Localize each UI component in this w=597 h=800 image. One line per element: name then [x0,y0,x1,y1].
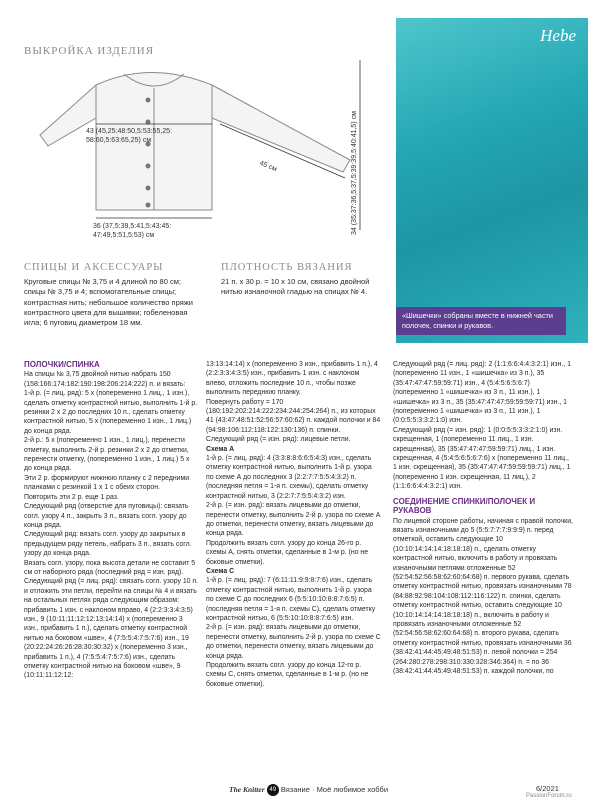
model-label: Hebe [540,26,576,45]
page-footer [0,780,597,800]
button-1 [146,98,151,103]
magazine-name: The Knitter [229,784,265,794]
paragraph: Повторить эти 2 р. еще 1 раз. [24,493,119,501]
schematic-area [0,0,390,255]
site-watermark: PassionForum.ru [526,793,572,799]
scheme-heading: Схема А [206,445,235,453]
paragraph: Следующий ряд (= лиц. ряд): связать согл. узору 10 п. и отложить эти петли, перейти на спицы № 4 и вязать на остальных петлях ряда следующим образом: прибавить 1 изн. с наклоном вправо, 4 (2:2:3:3:4:3:5) изн., 9 (10:11:11:12:12:13:14:14) х (попеременно 3 изн., прибавить 1 п.), сделать отметку контрастной нитью на боковом «шве», 4 (7:5:5:4:7:5:7:6) изн., 19 (20:22:24:26:26:28:30:30:32) х (попеременно 3 изн., прибавить 1 п.), 4 (7:5:5:4:7:5:7:6) изн., сделать отметку контрастной нитью на боковом «шве», 9 (10:11:11:12:12: [24,578,199,680]
paragraph: 1-й р. (= лиц. ряд): 7 (6:11:11:9:9:8:7:6) изн., сделать отметку контрастной нитью, выполнить 1-й р. узора по схеме С до последних 6 (5:5:10:10:8:8:7:6:5) п. (последняя петля = 1-я п. схемы С), сделать отметку контрастной нитью, 6 (5:5:10:10:8:8:7:6:5) изн. [206,577,376,622]
paragraph: Следующий ряд (= лиц. ряд): 2 (1:1:6:6:4:4:3:2:1) изн., 1 (попеременно 11 изн., 1 «шишечка» из 3 п.), 35 (35:47:47:47:59:59:71) изн., 4 (5:4:5:6:5:6:7) (попеременно 1 «шишечка» из 3 п., 11 изн.), 1 «шишечка» из 3 п., 35 (35:47:47:47:59:59:59:71) изн., 1 (попеременно 1 «шишечка» из 3 п., 11 изн.), 1 (0:0:5:5:3:3:2:1:0) изн. [393,361,571,425]
paragraph: 2-й р.: 5 х (попеременно 1 изн., 1 лиц.), перенести отметку, выполнить 2-й р. резинки 2 х 2 до отметки, перенести отметку, (попеременно 1 изн., 1 лиц.) 5 х до конца ряда. [24,437,190,473]
page-number: 49 [267,784,279,796]
paragraph: Продолжить вязать согл. узору до конца 26-го р. схемы А, снять отметки, сделанные в 1-м р. (но не боковые отметки). [206,539,369,566]
length-measurement: 34 (35:37:36,5:37,5:39:39,5:40:41,5) см [351,111,358,235]
gauge-section [221,262,391,298]
issue-number: 6/2021 [536,784,559,793]
paragraph: Повернуть работу = 170 (180:192:202:214:222:234:244:254:264) п., из которых 41 (43:47:48:51:52:56:57:60:62) п. каждой полочки и 84 (94:98:106:112:118:122:130:136) п. спинки. [206,398,381,434]
paragraph: 2-й р. (= изн. ряд): вязать лицевыми до отметки, перенести отметку, выполнить 2-й р. узора по схеме А до отметки, перенести отметку, вязать лицевыми до конца ряда. [206,502,381,538]
paragraph: Следующий ряд: вязать согл. узору до закрытых в предыдущем ряду петель, набрать 3 п., вязать согл. узору до конца ряда. [24,531,192,558]
gauge-text: 21 п. х 30 р. = 10 х 10 см, связано двойной нитью изнаночной гладью на спицах № 4. [221,277,370,297]
paragraph: По лицевой стороне работы, начиная с правой полочки, вязать изнаночными до 5 (5:5:7:7:7:9:9:9) п. перед отметкой, оставить следующие 10 (10:10:14:14:14:18:18:18) п., сделать отметку контрастной нитью, включить в работу и провязать изнаночными петлями отложенные 52 (52:54:52:56:58:62:60:64:68) п. первого рукава, сделать отметку контрастной нитью, провязать изнаночными 78 (84:88:92:98:104:108:112:116:122) п. спинки, сделать отметку контрастной нитью, оставить следующие 10 (10:10:14:14:14:18:18:18) п., включить в работу и провязать изнаночными отложенные 52 (52:54:56:58:62:60:64:68) п. второго рукава, сделать отметку контрастной нитью, провязать изнаночными 36 (38:42:41:44:45:49:48:51:53) п. левой полочки = 254 (264:280:278:298:310:330:328:346:364) п. = по 36 (38:42:41:44:45:49:48:51:53) п. каждой полочки, по [393,517,573,675]
button-4 [146,164,151,169]
paragraph: 1-й р. (= лиц. ряд): 4 (3:3:8:8:6:6:5:4:3) изн., сделать отметку контрастной нитью, выполнить 1-й р. узора по схеме А до последних 3 (2:2:7:7:5:5:4:3:2) п. (последняя петля = 1-я п. схемы), сделать отметку контрастной нитью, 3 (2:2:7:7:5:5:4:3:2) изн. [206,455,372,500]
paragraph: 13:13:14:14) х (попеременно 3 изн., прибавить 1 п.), 4 (2:2:3:3:4:3:5) изн., прибавить 1 изн. с наклоном влево, отложить последние 10 п., чтобы позже выполнить переднюю планку. [206,361,378,397]
section-heading: СОЕДИНЕНИЕ СПИНКИ/ПОЛОЧЕК И РУКАВОВ [393,496,536,516]
supplies-title: СПИЦЫ И АКСЕССУАРЫ [24,262,164,273]
paragraph: 1-й р. (= лиц. ряд): 5 х (попеременно 1 лиц., 1 изн.), сделать отметку контрастной нитью, выполнить 1-й р. резинки 2 х 2 до последних 10 п., сделать отметку контрастной нитью, 5 х (попеременно 1 изн., 1 лиц.) до конца ряда. [24,390,198,435]
magazine-tagline: Вязание · Моё любимое хобби [280,784,389,794]
paragraph: Следующий ряд (= изн. ряд): лицевые петли. [206,436,351,444]
chest-measurement: 43 (45,25:48:50,5:53:55,25: 58:60,5:63:65,25) см [86,128,173,144]
paragraph: Вязать согл. узору, пока высота детали не составит 5 см от наборного ряда (последний ряд = изн. ряд). [24,559,196,576]
paragraph: Следующий ряд (= изн. ряд): 1 (0:0:5:5:3:3:2:1:0) изн. скрещенная, 1 (попеременно 11 лиц., 1 изн. скрещенная), 35 (35:47:47:47:59:59:71) лиц., 1 изн. скрещенная, 4 (5:4:5:6:5:6:7:6) х (попеременно 11 лиц., 1 изн. скрещенная), 35 (35:47:47:47:59:59:59:71) лиц., 1 (попеременно 1 изн. скрещенная, 11 лиц.), 2 (1:1:6:6:4:4:3:2:1) изн. [393,426,571,491]
instructions-column-3 [393,360,573,676]
gauge-title: ПЛОТНОСТЬ ВЯЗАНИЯ [221,262,353,273]
magazine-footer [229,784,388,796]
button-6 [146,203,151,208]
model-photo [396,18,588,343]
paragraph: Эти 2 р. формируют нижнюю планку с 2 передними планками с резинкой 1 х 1 с обеих сторон. [24,474,190,492]
paragraph: Следующий ряд (отверстие для пуговицы): связать согл. узору 4 п., закрыть 3 п., вязать согл. узору до конца ряда. [24,503,189,529]
supplies-text: Круговые спицы № 3,75 и 4 длиной по 80 см; спицы № 3,75 и 4; вспомогательные спицы; контрастная нить; небольшое количество пряжи контрастного цвета для вышивки; гобеленовая игла; 6 пуговиц диаметром 18 мм. [24,277,193,328]
scheme-heading: Схема С [206,567,235,575]
sleeve-measurement: 45 см [258,159,278,174]
hem-measurement: 36 (37,5:39,5:41,5:43:45: 47:49,5:51,5:53) см [93,223,172,239]
paragraph: На спицы № 3,75 двойной нитью набрать 150 (158:166:174:182:190:198:206:214:222) п. и вязать: [24,371,186,388]
right-sleeve [212,85,350,172]
photo-caption: «Шишечки» собраны вместе в нижней части полочек, спинки и рукавов. [396,307,566,335]
instructions-column-1 [24,360,199,681]
button-5 [146,186,151,191]
paragraph: Продолжить вязать согл. узору до конца 12-го р. схемы С, снять отметки, сделанные в 1-м р. (но не боковые отметки). [206,662,369,688]
schematic-title: ВЫКРОЙКА ИЗДЕЛИЯ [24,45,155,57]
supplies-section [24,262,204,328]
instructions-column-2 [206,360,381,689]
paragraph: 2-й р. (= изн. ряд): вязать лицевыми до отметки, перенести отметку, выполнить 2-й р. узора по схеме С до отметки, перенести отметку, вязать лицевыми до конца ряда. [206,624,381,660]
section-heading: ПОЛОЧКИ/СПИНКА [24,360,100,369]
